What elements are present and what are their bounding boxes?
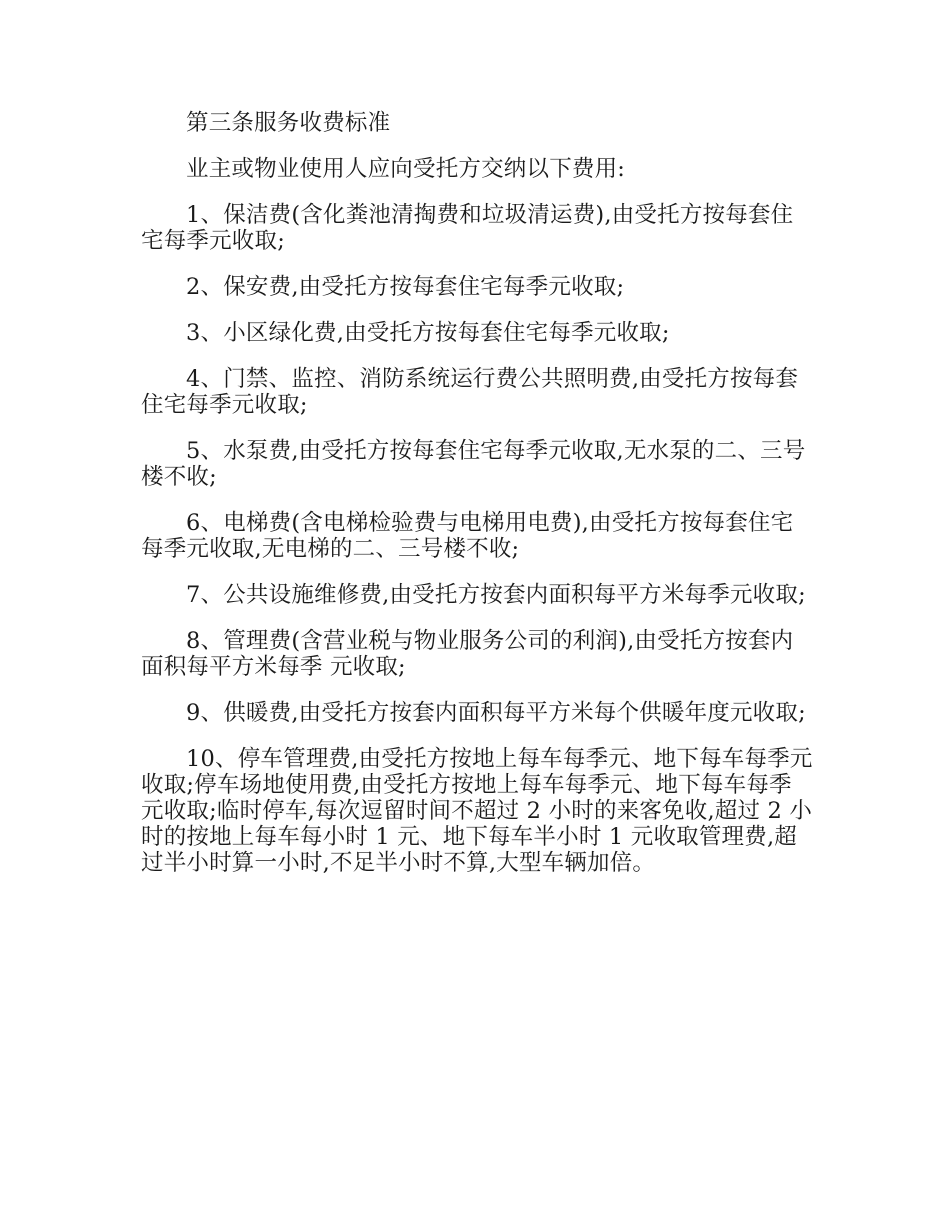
fee-item-2: 2、保安费,由受托方按每套住宅每季元收取; [186,274,625,300]
fee-item-3: 3、小区绿化费,由受托方按每套住宅每季元收取; [186,320,670,346]
fee-item-4: 4、门禁、监控、消防系统运行费公共照明费,由受托方按每套住宅每季元收取; [141,366,799,418]
document-body [141,110,813,896]
fee-item-9: 9、供暖费,由受托方按套内面积每平方米每个供暖年度元收取; [186,700,806,726]
fee-item-10: 10、停车管理费,由受托方按地上每车每季元、地下每车每季元收取;停车场地使用费,由受托方按地上每车每季元、地下每车每季元收取;临时停车,每次逗留时间不超过 2 小时的来客免收,超过 2 小时的按地上每车每小时 1 元、地下每车半小时 1 元收取管理费,超过半小时算一小时,不足半小时不算,大型车辆加倍。 [141,746,813,876]
fee-item-5: 5、水泵费,由受托方按每套住宅每季元收取,无水泵的二、三号楼不收; [141,438,806,490]
fee-item-6: 6、电梯费(含电梯检验费与电梯用电费),由受托方按每套住宅每季元收取,无电梯的二、三号楼不收; [141,510,794,562]
intro-paragraph: 业主或物业使用人应向受托方交纳以下费用: [186,156,626,182]
fee-item-7: 7、公共设施维修费,由受托方按套内面积每平方米每季元收取; [186,582,806,608]
fee-item-8: 8、管理费(含营业税与物业服务公司的利润),由受托方按套内面积每平方米每季 元收取; [141,628,794,680]
fee-item-1: 1、保洁费(含化粪池清掏费和垃圾清运费),由受托方按每套住宅每季元收取; [141,202,794,254]
section-heading: 第三条服务收费标准 [186,110,391,136]
